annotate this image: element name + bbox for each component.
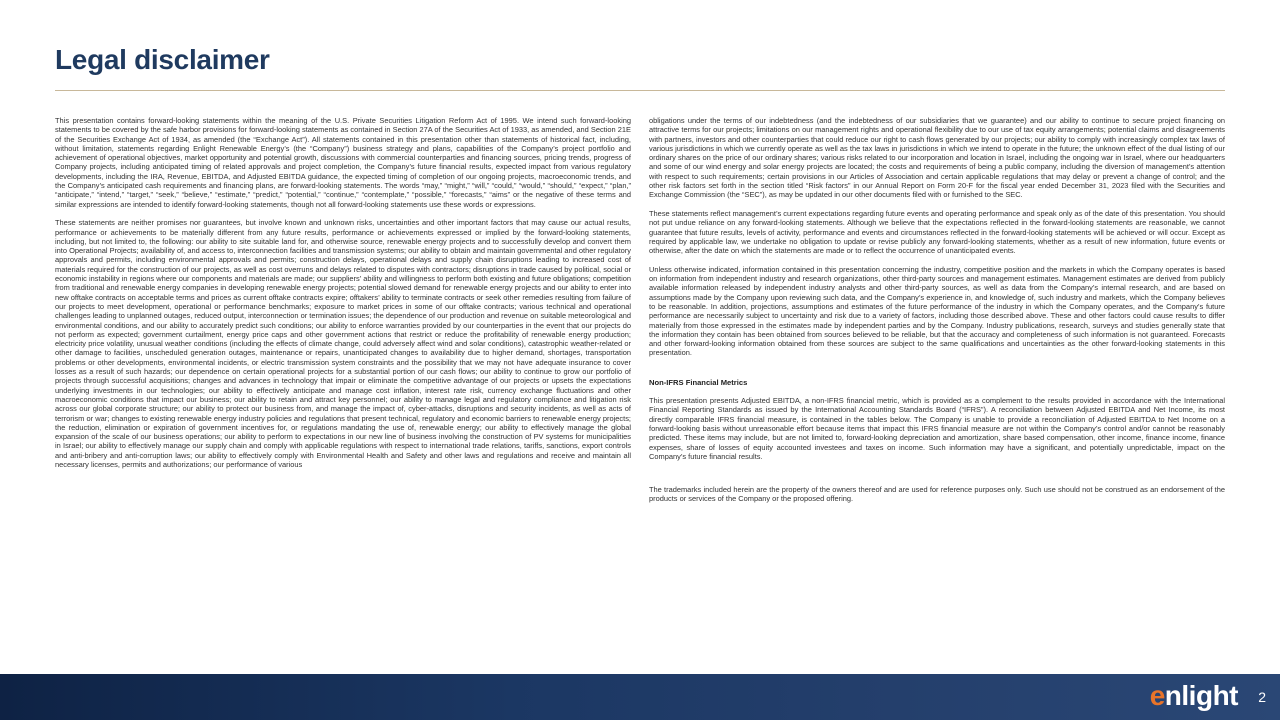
logo-text: nlight	[1164, 680, 1238, 711]
page-number: 2	[1258, 689, 1266, 705]
left-column	[55, 116, 631, 479]
non-ifrs-paragraph: This presentation presents Adjusted EBITDA, a non-IFRS financial metric, which is provided as a complement to the results provided in accordance with the International Financial Reporting Standards as issued by the International Accounting Standards Board (“IFRS”). A reconciliation between Adjusted EBITDA and Net Income, its most directly comparable IFRS financial measure, is contained in the tables below. The Company is unable to provide a reconciliation of Adjusted EBITDA to Net Income on a forward-looking basis without unreasonable effort because items that impact this IFRS financial measure are not within the Company’s control and/or cannot be reasonably predicted. These items may include, but are not limited to, forward-looking depreciation and amortization, share based compensation, other income, finance income, finance expenses, share of losses of equity accounted investees and taxes on income. Such information may have a significant, and potentially unpredictable, impact on the Company’s future financial results.	[649, 396, 1225, 461]
risk-factors-paragraph: These statements are neither promises nor guarantees, but involve known and unknown risks, uncertainties and other important factors that may cause our actual results, performance or achievements to be materially different from any future results, performance or achievements expressed or implied by the forward-looking statements, including, but not limited to, the following: our ability to site suitable land for, and otherwise source, renewable energy projects and to successfully develop and convert them into Operational Projects; availability of, and access to, interconnection facilities and transmission systems; our ability to obtain and maintain governmental and other regulatory approvals and permits, including environmental approvals and permits; construction delays, operational delays and supply chain disruptions leading to increased cost of materials required for the construction of our projects, as well as cost overruns and delays related to disputes with contractors; disruptions in trade caused by political, social or economic instability in regions where our components and materials are made; our suppliers’ ability and willingness to perform both existing and future obligations; competition from traditional and renewable energy companies in developing renewable energy projects; potential slowed demand for renewable energy projects and our ability to enter into new offtake contracts on acceptable terms and prices as current offtake contracts expire; offtakers’ ability to terminate contracts or seek other remedies resulting from failure of our projects to meet development, operational or performance benchmarks; exposure to market prices in some of our offtake contracts; various technical and operational challenges leading to unplanned outages, reduced output, interconnection or termination issues; the dependence of our production and revenue on suitable meteorological and environmental conditions, and our ability to accurately predict such conditions; our ability to enforce warranties provided by our counterparties in the event that our projects do not perform as expected; government curtailment, energy price caps and other government actions that restrict or reduce the profitability of renewable energy production; electricity price volatility, unusual weather conditions (including the effects of climate change, could adversely affect wind and solar conditions), catastrophic weather-related or other damage to facilities, unscheduled generation outages, maintenance or repairs, unanticipated changes to availability due to higher demand, shortages, transportation problems or other developments, environmental incidents, or electric transmission system constraints and the possibility that we may not have adequate insurance to cover losses as a result of such hazards; our dependence on certain operational projects for a substantial portion of our cash flows; our ability to continue to grow our portfolio of projects through successful acquisitions; changes and advances in technology that impair or eliminate the competitive advantage of our projects or upsets the expectations underlying investments in our technologies; our ability to effectively anticipate and manage cost inflation, interest rate risk, currency exchange fluctuations and other macroeconomic conditions that impact our business; our ability to retain and attract key personnel; our ability to manage legal and regulatory compliance and litigation risk across our global corporate structure; our ability to protect our business from, and manage the impact of, cyber-attacks, disruptions and security incidents, as well as acts of terrorism or war; changes to existing renewable energy industry policies and regulations that present technical, regulatory and economic barriers to renewable energy projects; the reduction, elimination or expiration of government incentives for, or regulations mandating the use of, renewable energy; our ability to effectively manage the global expansion of the scale of our business operations; our ability to perform to expectations in our new line of business involving the construction of PV systems for municipalities in Israel; our ability to effectively manage our supply chain and comply with applicable regulations with respect to international trade relations, tariffs, sanctions, export controls and anti-bribery and anti-corruption laws; our ability to effectively comply with Environmental Health and Safety and other laws and regulations and receive and maintain all necessary licenses, permits and authorizations; our performance of various	[55, 218, 631, 469]
right-column	[649, 116, 1225, 513]
non-ifrs-heading: Non-IFRS Financial Metrics	[649, 377, 748, 387]
forward-looking-paragraph: This presentation contains forward-looking statements within the meaning of the U.S. Private Securities Litigation Reform Act of 1995. We intend such forward-looking statements to be covered by the safe harbor provisions for forward-looking statements as contained in Section 27A of the Securities Act of 1933, as amended, and Section 21E of the Securities Exchange Act of 1934, as amended (the “Exchange Act”). All statements contained in this presentation other than statements of historical fact, including, without limitation, statements regarding Enlight Renewable Energy’s (the “Company”) business strategy and plans, capabilities of the Company’s project portfolio and achievement of operational objectives, market opportunity and potential growth, discussions with commercial counterparties and financing sources, pricing trends, progress of Company projects, including anticipated timing of related approvals and project completion, the Company’s future financial results, expected impact from various regulatory developments, including the IRA, Revenue, EBITDA, and Adjusted EBITDA guidance, the expected timing of completion of our ongoing projects, macroeconomic trends, and the Company’s anticipated cash requirements and financing plans, are forward-looking statements. The words “may,” “might,” “will,” “could,” “would,” “should,” “expect,” “plan,” “anticipate,” “intend,” “target,” “seek,” “believe,” “estimate,” “predict,” “potential,” “continue,” “contemplate,” “possible,” “forecasts,” “aims” or the negative of these terms and similar expressions are intended to identify forward-looking statements, though not all forward-looking statements use these words or expressions.	[55, 116, 631, 209]
logo-mark: e	[1149, 680, 1165, 711]
title-divider	[55, 90, 1225, 91]
industry-data-paragraph: Unless otherwise indicated, information contained in this presentation concerning the industry, competitive position and the markets in which the Company operates is based on information from independent industry and research organizations, other third-party sources and management estimates. Management estimates are derived from publicly available information released by independent industry analysts and other third-party sources, as well as data from the Company’s internal research, and are based on assumptions made by the Company upon reviewing such data, and the Company’s experience in, and knowledge of, such industry and markets, which the Company believes to be reasonable. In addition, projections, assumptions and estimates of the future performance of the industry in which the Company operates, and the Company’s future performance are necessarily subject to uncertainty and risk due to a variety of factors, including those described above. These and other factors could cause results to differ materially from those expressed in the estimates made by independent parties and by the Company. Industry publications, research, surveys and studies generally state that the information they contain has been obtained from sources believed to be reliable, but that the accuracy and completeness of such information is not guaranteed. Forecasts and other forward-looking information obtained from these sources are subject to the same qualifications and uncertainties as the other forward-looking statements in this presentation.	[649, 264, 1225, 358]
enlight-logo	[1150, 680, 1238, 712]
page-title: Legal disclaimer	[55, 44, 270, 75]
trademarks-paragraph: The trademarks included herein are the property of the owners thereof and are used for reference purposes only. Such use should not be construed as an endorsement of the products or services of the Company or the proposed offering.	[649, 485, 1225, 504]
footer-bar	[0, 674, 1280, 720]
risk-factors-continued-paragraph: obligations under the terms of our indebtedness (and the indebtedness of our subsidiaries that we guarantee) and our ability to continue to secure project financing on attractive terms for our projects; limitations on our management rights and operational flexibility due to our use of tax equity arrangements; potential claims and disagreements with partners, investors and other counterparties that could reduce our right to cash flows generated by our projects; our ability to comply with increasingly complex tax laws of various jurisdictions in which we currently operate as well as the tax laws in jurisdictions in which we intend to operate in the future; the unknown effect of the dual listing of our ordinary shares on the price of our ordinary shares; various risks related to our incorporation and location in Israel, including the ongoing war in Israel, where our headquarters and some of our wind energy and solar energy projects are located; the costs and requirements of being a public company, including the diversion of management’s attention with respect to such requirements; certain provisions in our Articles of Association and certain applicable regulations that may delay or prevent a change of control; and the other risk factors set forth in the section titled “Risk factors” in our Annual Report on Form 20-F for the fiscal year ended December 31, 2023 filed with the Securities and Exchange Commission (the “SEC”), as may be updated in our other documents filed with or furnished to the SEC.	[649, 116, 1225, 200]
expectations-paragraph: These statements reflect management’s current expectations regarding future events and operating performance and speak only as of the date of this presentation. You should not put undue reliance on any forward-looking statements. Although we believe that the expectations reflected in the forward-looking statements are reasonable, we cannot guarantee that future results, levels of activity, performance and events and circumstances reflected in the forward-looking statements will be achieved or will occur. Except as required by applicable law, we undertake no obligation to update or revise publicly any forward-looking statements, whether as a result of new information, future events or otherwise, after the date on which the statements are made or to reflect the occurrence of unanticipated events.	[649, 208, 1225, 256]
